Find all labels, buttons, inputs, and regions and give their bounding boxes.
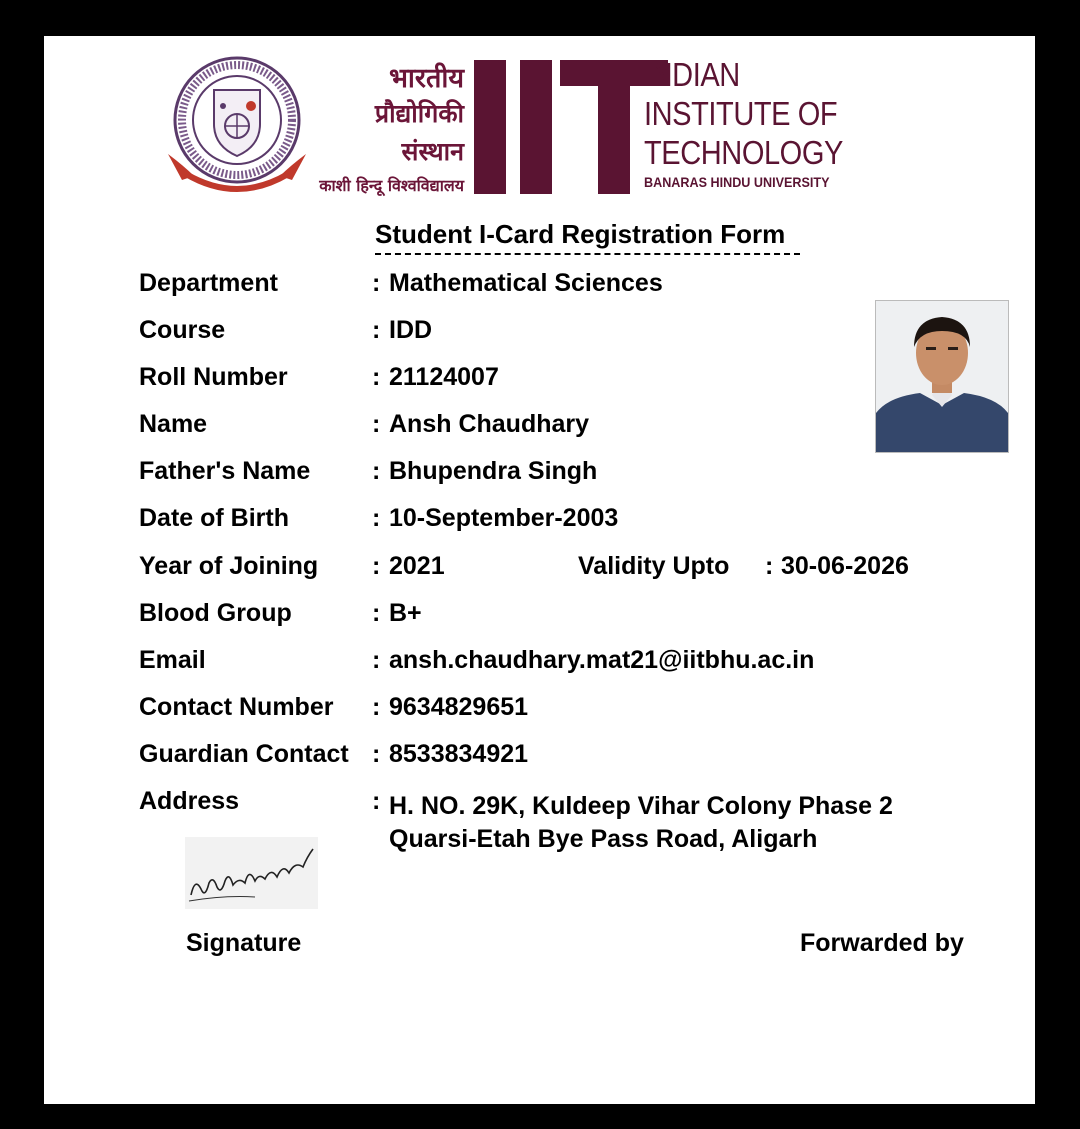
field-validity <box>578 552 909 581</box>
field-value: 8533834921 <box>389 740 529 768</box>
field-colon: : <box>372 316 381 344</box>
field-colon: : <box>372 552 381 580</box>
field-label: Date of Birth <box>139 504 289 532</box>
student-photo <box>875 300 1009 453</box>
field-colon: : <box>372 269 381 297</box>
english-subtitle: BANARAS HINDU UNIVERSITY <box>644 174 830 190</box>
field-colon: : <box>372 693 381 721</box>
field-label: Roll Number <box>139 363 288 391</box>
field-label: Department <box>139 269 278 297</box>
field-colon: : <box>372 740 381 768</box>
hindi-institute-name <box>314 58 464 198</box>
field-value: IDD <box>389 316 433 344</box>
field-label: Contact Number <box>139 693 334 721</box>
field-value: Mathematical Sciences <box>389 269 663 297</box>
forwarded-by-label: Forwarded by <box>800 929 964 957</box>
field-colon: : <box>372 787 381 815</box>
address-line-1: H. NO. 29K, Kuldeep Vihar Colony Phase 2 <box>389 792 893 820</box>
field-value: B+ <box>389 599 422 627</box>
address-value <box>389 790 893 856</box>
field-label: Guardian Contact <box>139 740 349 768</box>
validity-value: 30-06-2026 <box>781 552 909 580</box>
english-line-2: INSTITUTE OF <box>644 95 838 132</box>
field-colon: : <box>372 410 381 438</box>
field-value: Bhupendra Singh <box>389 457 598 485</box>
hindi-line-2: प्रौद्योगिकी <box>374 99 464 128</box>
address-line-2: Quarsi-Etah Bye Pass Road, Aligarh <box>389 825 818 853</box>
field-label: Course <box>139 316 226 344</box>
field-colon: : <box>372 646 381 674</box>
field-label: Blood Group <box>139 599 292 627</box>
institute-seal-logo <box>164 54 310 196</box>
hindi-line-4: काशी हिन्दू विश्वविद्यालय <box>319 176 464 195</box>
english-line-1: INDIAN <box>644 56 740 93</box>
field-label: Year of Joining <box>139 552 319 580</box>
english-line-3: TECHNOLOGY <box>644 134 843 171</box>
title-underline <box>375 253 800 255</box>
field-label: Name <box>139 410 208 438</box>
iit-logo-letters <box>474 58 644 194</box>
signature-image <box>185 837 318 909</box>
field-colon: : <box>372 363 381 391</box>
hindi-line-3: संस्थान <box>401 137 464 166</box>
english-institute-name <box>644 56 870 189</box>
field-colon: : <box>372 457 381 485</box>
form-title: Student I-Card Registration Form <box>375 219 786 249</box>
field-value: 2021 <box>389 552 445 580</box>
field-value: 21124007 <box>389 363 499 391</box>
field-value: ansh.chaudhary.mat21@iitbhu.ac.in <box>389 646 815 674</box>
field-label: Email <box>139 646 206 674</box>
field-value: 9634829651 <box>389 693 529 721</box>
validity-colon: : <box>765 552 774 580</box>
signature-label: Signature <box>186 929 302 957</box>
hindi-line-1: भारतीय <box>388 63 464 94</box>
field-colon: : <box>372 504 381 532</box>
field-label: Address <box>139 787 240 815</box>
field-value: Ansh Chaudhary <box>389 410 590 438</box>
registration-form-page <box>44 36 1035 1104</box>
field-colon: : <box>372 599 381 627</box>
field-value: 10-September-2003 <box>389 504 619 532</box>
field-label: Father's Name <box>139 457 311 485</box>
validity-label: Validity Upto <box>578 552 730 580</box>
